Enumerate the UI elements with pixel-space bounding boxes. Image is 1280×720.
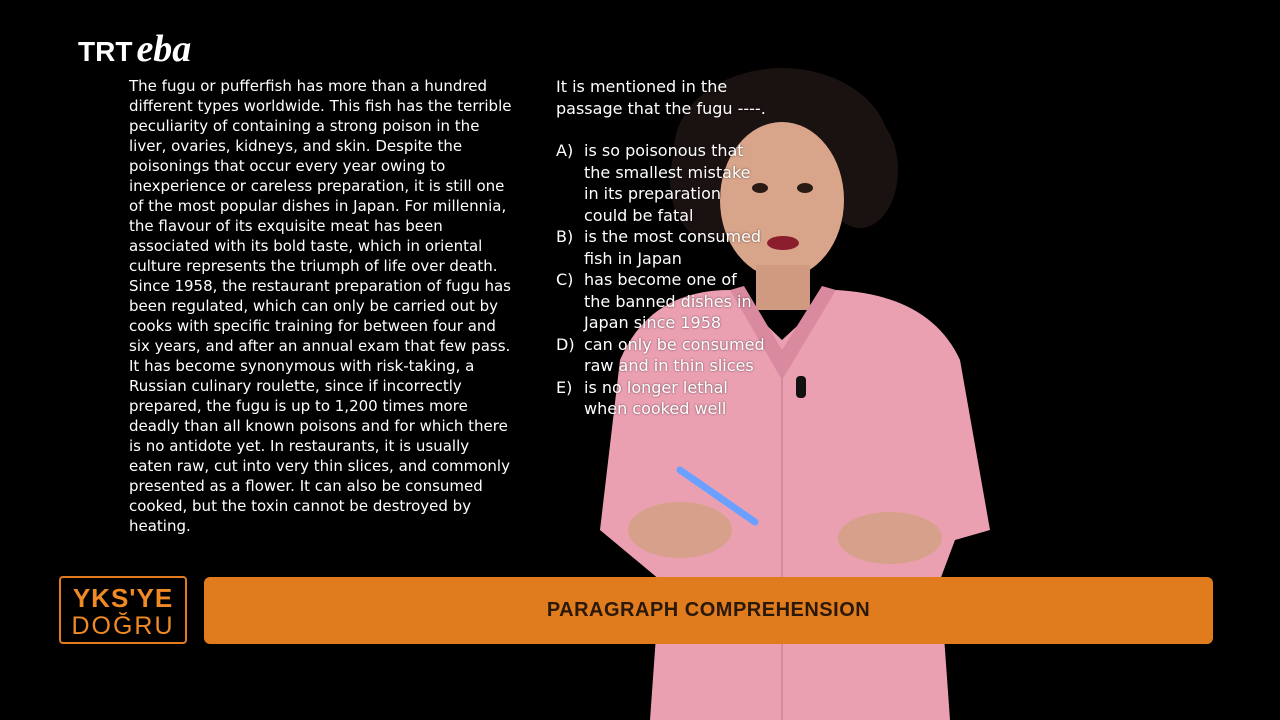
badge-line1: YKS'YE [72,583,174,613]
option-letter: C) [556,270,574,289]
logo-sub: eba [136,28,192,70]
option-text: is so poisonous that the smallest mistake in its preparation could be fatal [584,141,751,225]
question-block [556,76,766,420]
option-letter: E) [556,377,573,397]
option-letter: B) [556,227,574,246]
badge-line2: DOĞRU [71,612,175,640]
topic-banner [204,577,1213,644]
option-text: can only be consumed raw and in thin slices [584,334,765,375]
banner-title: PARAGRAPH COMPREHENSION [546,599,871,621]
option-letter: D) [556,334,575,354]
option-e [556,377,766,420]
option-c [556,269,766,334]
option-text: has become one of the banned dishes in Japan since 1958 [584,270,752,332]
option-text: is the most consumed fish in Japan [584,227,762,268]
trt-eba-logo [78,30,191,68]
option-text: is no longer lethal when cooked well [584,377,728,418]
yks-badge [59,576,187,644]
option-letter: A) [556,141,574,160]
option-d [556,334,766,377]
option-a [556,140,766,226]
option-b [556,226,766,269]
logo-brand: TRT [78,36,133,67]
question-stem: It is mentioned in the passage that the fugu ----. [556,77,766,118]
reading-passage: The fugu or pufferfish has more than a hundred different types worldwide. This fish has the terrible peculiarity of containing a strong poison in the liver, ovaries, kidneys, and skin. Despite the poisonings that occur every year owing to inexperience or careless preparation, it is still one of the most popular dishes in Japan. For millennia, the flavour of its exquisite meat has been associated with its bold taste, which in oriental culture represents the triumph of life over death. Since 1958, the restaurant preparation of fugu has been regulated, which can only be carried out by cooks with specific training for between four and six years, and after an annual exam that few pass. It has become synonymous with risk-taking, a Russian culinary roulette, since if incorrectly prepared, the fugu is up to 1,200 times more deadly than all known poisons and for which there is no antidote yet. In restaurants, it is usually eaten raw, cut into very thin slices, and commonly presented as a flower. It can also be consumed cooked, but the toxin cannot be destroyed by heating. [129,77,512,535]
